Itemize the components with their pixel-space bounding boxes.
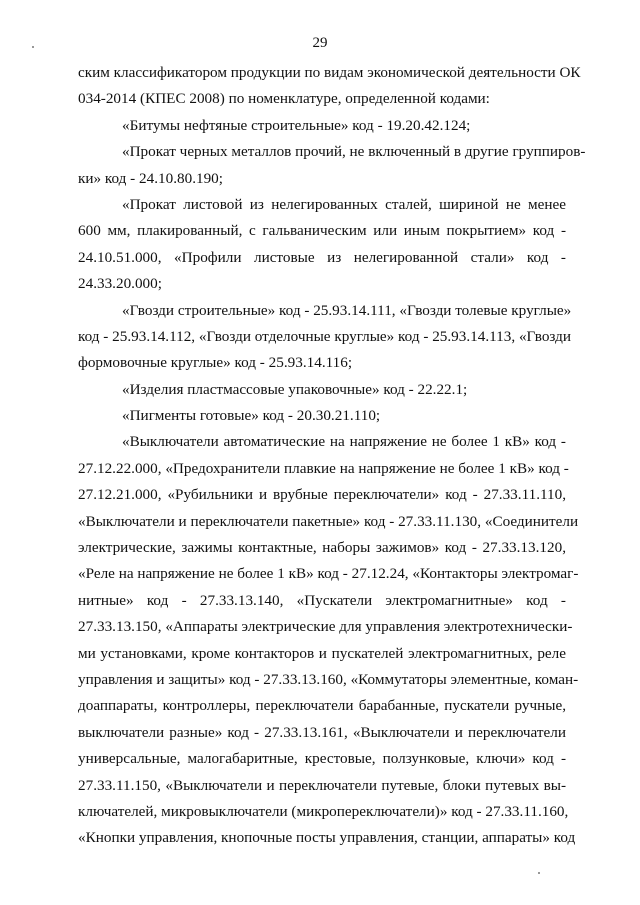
- paragraph: [78, 377, 566, 403]
- scan-speck: [32, 46, 34, 48]
- text-line: код - 25.93.14.112, «Гвозди отделочные круглые» код - 25.93.14.113, «Гвозди: [78, 327, 572, 345]
- text-line: «Выключатели автоматические на напряжение не более 1 кВ» код -: [122, 433, 566, 451]
- text-line: «Реле на напряжение не более 1 кВ» код - 27.12.24, «Контакторы электромаг-: [78, 565, 579, 583]
- text-line: ским классификатором продукции по видам экономической деятельности ОК: [78, 64, 581, 81]
- text-line: 27.12.22.000, «Предохранители плавкие на напряжение не более 1 кВ» код -: [78, 459, 569, 477]
- text-line: «Прокат черных металлов прочий, не включенный в другие группиров-: [122, 143, 586, 161]
- text-line: 27.12.21.000, «Рубильники и врубные переключатели» код - 27.33.11.110,: [78, 486, 566, 504]
- paragraph: [78, 139, 586, 192]
- text-line: электрические, зажимы контактные, наборы зажимов» код - 27.33.13.120,: [78, 539, 566, 557]
- text-line: «Кнопки управления, кнопочные посты управления, станции, аппараты» код: [78, 829, 576, 847]
- paragraph: [78, 403, 566, 429]
- text-line: формовочные круглые» код - 25.93.14.116;: [78, 354, 353, 372]
- text-line: ми установками, кроме контакторов и пускателей электромагнитных, реле: [78, 644, 566, 662]
- text-line: «Изделия пластмассовые упаковочные» код - 22.22.1;: [122, 380, 468, 398]
- text-line: ключателей, микровыключатели (микропереключатели)» код - 27.33.11.160,: [78, 802, 569, 820]
- paragraph: [78, 429, 579, 851]
- paragraph: [78, 113, 566, 139]
- text-line: 600 мм, плакированный, с гальваническим или иным покрытием» код -: [78, 222, 566, 240]
- scan-speck: [538, 872, 540, 874]
- text-line: 27.33.13.150, «Аппараты электрические для управления электротехнически-: [78, 618, 573, 636]
- text-line: управления и защиты» код - 27.33.13.160, «Коммутаторы элементные, коман-: [78, 670, 579, 688]
- body-text: [78, 60, 586, 852]
- text-line: универсальные, малогабаритные, крестовые, ползунковые, ключи» код -: [78, 750, 566, 768]
- paragraph: [78, 60, 581, 113]
- text-line: доаппараты, контроллеры, переключатели барабанные, пускатели ручные,: [78, 697, 566, 715]
- text-line: 24.10.51.000, «Профили листовые из нелегированной стали» код -: [78, 248, 566, 266]
- text-line: 27.33.11.150, «Выключатели и переключатели путевые, блоки путевых вы-: [78, 776, 566, 794]
- paragraph: [78, 298, 572, 377]
- text-line: «Выключатели и переключатели пакетные» код - 27.33.11.130, «Соединители: [78, 512, 579, 530]
- text-line: «Прокат листовой из нелегированных сталей, шириной не менее: [122, 195, 566, 213]
- text-line: нитные» код - 27.33.13.140, «Пускатели электромагнитные» код -: [78, 591, 566, 609]
- text-line: 034-2014 (КПЕС 2008) по номенклатуре, определенной кодами:: [78, 90, 490, 108]
- text-line: выключатели разные» код - 27.33.13.161, «Выключатели и переключатели: [78, 723, 566, 741]
- paragraph: [78, 192, 566, 298]
- text-line: 24.33.20.000;: [78, 275, 162, 293]
- page-number: 29: [312, 35, 328, 51]
- text-line: «Битумы нефтяные строительные» код - 19.20.42.124;: [122, 116, 471, 134]
- text-line: «Пигменты готовые» код - 20.30.21.110;: [122, 407, 381, 425]
- text-line: «Гвозди строительные» код - 25.93.14.111, «Гвозди толевые круглые»: [122, 301, 572, 319]
- text-line: ки» код - 24.10.80.190;: [78, 169, 223, 187]
